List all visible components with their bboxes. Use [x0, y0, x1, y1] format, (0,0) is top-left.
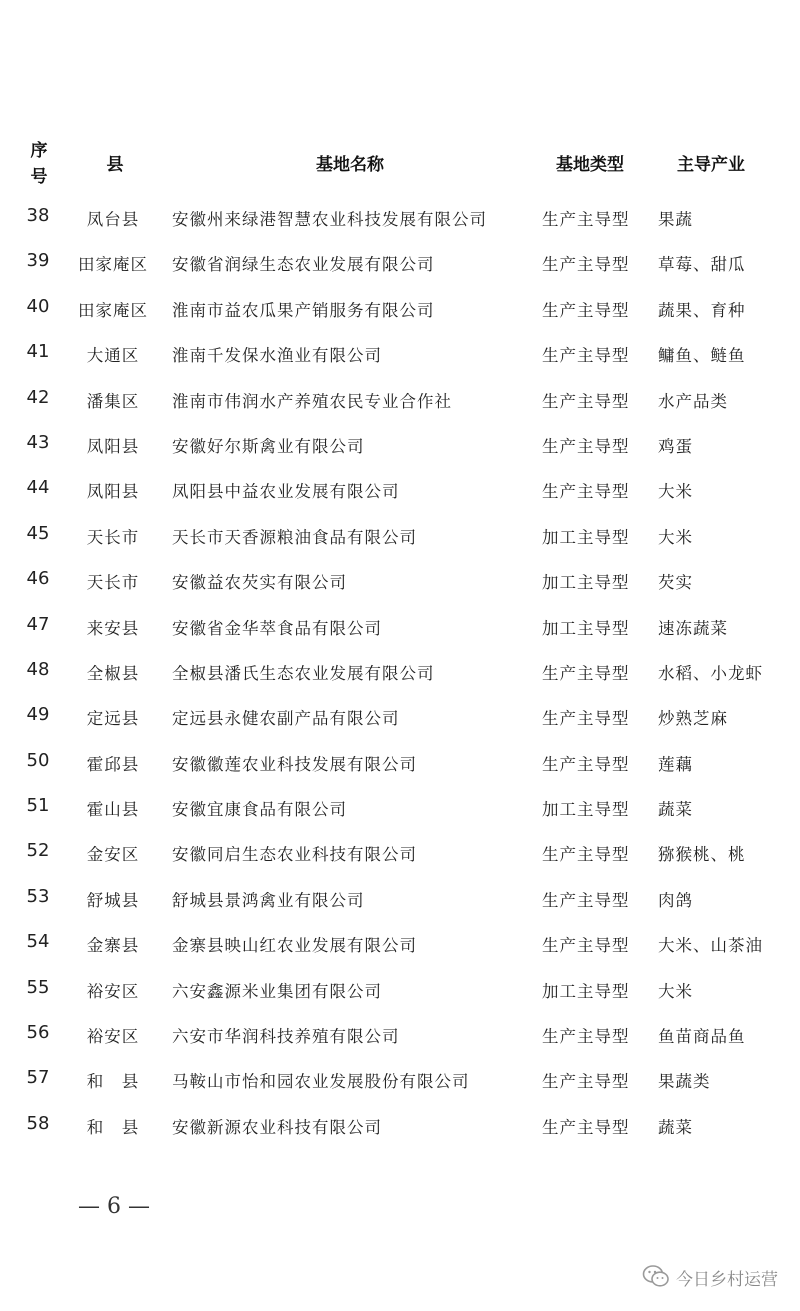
- row-industry: 肉鸽: [658, 890, 693, 910]
- row-county: 霍邱县: [86, 754, 140, 774]
- row-seq: 57: [26, 1067, 50, 1089]
- row-seq: 38: [26, 205, 50, 226]
- row-base-type: 生产主导型: [542, 482, 630, 502]
- header-seq-line2: 号: [30, 167, 48, 187]
- table-row: [0, 286, 800, 331]
- row-county: 大通区: [86, 346, 140, 366]
- table-row: [0, 740, 800, 785]
- row-county: 定远县: [86, 709, 140, 729]
- row-base-type: 生产主导型: [542, 346, 630, 366]
- table-row: [0, 921, 800, 966]
- header-seq-line1: 序: [30, 141, 48, 161]
- row-industry: 蔬菜: [658, 1117, 693, 1137]
- row-base-name: 淮南千发保水渔业有限公司: [172, 346, 382, 366]
- row-seq: 42: [26, 386, 50, 408]
- row-county: 凤阳县: [86, 436, 140, 456]
- row-county: 来安县: [86, 618, 140, 638]
- row-seq: 49: [26, 704, 50, 726]
- row-seq: 39: [26, 250, 50, 272]
- header-industry: 主导产业: [677, 155, 745, 175]
- row-industry: 蔬果、育种: [658, 300, 746, 320]
- row-base-type: 生产主导型: [542, 436, 630, 456]
- row-base-name: 淮南市益农瓜果产销服务有限公司: [172, 300, 435, 320]
- row-seq: 47: [26, 613, 50, 635]
- row-seq: 52: [26, 840, 50, 862]
- row-seq: 46: [26, 568, 50, 590]
- row-seq: 54: [26, 931, 50, 953]
- row-base-type: 生产主导型: [542, 1117, 630, 1137]
- header-base-name: 基地名称: [316, 155, 384, 175]
- row-county: 金安区: [86, 845, 140, 865]
- row-industry: 芡实: [658, 573, 693, 593]
- table-row: [0, 195, 800, 240]
- row-seq: 44: [26, 477, 50, 499]
- table-row: [0, 830, 800, 875]
- row-seq: 55: [26, 976, 50, 998]
- row-base-name: 安徽省金华萃食品有限公司: [172, 618, 382, 638]
- table-row: [0, 467, 800, 512]
- watermark: [642, 1262, 778, 1292]
- row-industry: 炒熟芝麻: [658, 709, 728, 729]
- row-industry: 鳙鱼、鲢鱼: [658, 346, 746, 366]
- row-industry: 大米、山茶油: [658, 936, 763, 956]
- row-base-type: 生产主导型: [542, 845, 630, 865]
- row-base-name: 定远县永健农副产品有限公司: [172, 709, 400, 729]
- row-industry: 果蔬: [658, 210, 693, 229]
- table-row: [0, 967, 800, 1012]
- row-county: 和 县: [86, 1117, 140, 1137]
- row-seq: 56: [26, 1022, 50, 1044]
- row-base-name: 安徽宜康食品有限公司: [172, 800, 347, 820]
- table-row: [0, 649, 800, 694]
- row-base-type: 加工主导型: [542, 618, 630, 638]
- row-base-name: 凤阳县中益农业发展有限公司: [172, 482, 400, 502]
- table-row: [0, 422, 800, 467]
- header-county: 县: [106, 155, 124, 175]
- row-base-name: 安徽益农芡实有限公司: [172, 573, 347, 593]
- row-base-type: 加工主导型: [542, 981, 630, 1001]
- row-industry: 速冻蔬菜: [658, 618, 728, 638]
- table-row: [0, 377, 800, 422]
- row-county: 天长市: [86, 527, 140, 547]
- row-base-name: 安徽同启生态农业科技有限公司: [172, 845, 417, 865]
- row-industry: 水产品类: [658, 391, 728, 411]
- row-base-name: 金寨县映山红农业发展有限公司: [172, 936, 417, 956]
- row-base-type: 加工主导型: [542, 527, 630, 547]
- table-row: [0, 694, 800, 739]
- row-industry: 莲藕: [658, 754, 693, 774]
- row-county: 舒城县: [86, 890, 140, 910]
- row-county: 潘集区: [86, 391, 140, 411]
- row-base-name: 安徽省润绿生态农业发展有限公司: [172, 255, 435, 275]
- table-row: [0, 513, 800, 558]
- row-base-type: 生产主导型: [542, 1072, 630, 1092]
- row-base-name: 安徽州来绿港智慧农业科技发展有限公司: [172, 210, 487, 229]
- row-base-type: 加工主导型: [542, 800, 630, 820]
- row-industry: 鸡蛋: [658, 436, 693, 456]
- row-base-name: 舒城县景鸿禽业有限公司: [172, 890, 365, 910]
- row-county: 全椒县: [86, 663, 140, 683]
- table-row: [0, 1012, 800, 1057]
- row-seq: 45: [26, 522, 50, 544]
- row-seq: 48: [26, 658, 50, 680]
- row-base-type: 生产主导型: [542, 1027, 630, 1047]
- table-row: [0, 240, 800, 285]
- row-base-name: 天长市天香源粮油食品有限公司: [172, 527, 417, 547]
- row-county: 和 县: [86, 1072, 140, 1092]
- row-base-name: 安徽徽莲农业科技发展有限公司: [172, 754, 417, 774]
- table-row: [0, 785, 800, 830]
- row-base-name: 安徽新源农业科技有限公司: [172, 1117, 382, 1137]
- row-base-type: 生产主导型: [542, 391, 630, 411]
- row-industry: 果蔬类: [658, 1072, 711, 1092]
- row-county: 田家庵区: [78, 300, 148, 320]
- row-county: 天长市: [86, 573, 140, 593]
- watermark-text: 今日乡村运营: [676, 1269, 778, 1290]
- row-industry: 大米: [658, 981, 693, 1001]
- row-industry: 大米: [658, 527, 693, 547]
- row-county: 霍山县: [86, 800, 140, 820]
- row-base-type: 加工主导型: [542, 573, 630, 593]
- row-seq: 43: [26, 431, 50, 453]
- table-row: [0, 1103, 800, 1148]
- row-industry: 大米: [658, 482, 693, 502]
- row-seq: 58: [26, 1112, 50, 1134]
- row-seq: 53: [26, 885, 50, 907]
- row-industry: 草莓、甜瓜: [658, 255, 746, 275]
- row-base-type: 生产主导型: [542, 255, 630, 275]
- row-base-type: 生产主导型: [542, 663, 630, 683]
- row-base-name: 全椒县潘氏生态农业发展有限公司: [172, 663, 435, 683]
- table-body: [0, 195, 800, 1148]
- row-seq: 50: [26, 749, 50, 771]
- row-base-type: 生产主导型: [542, 300, 630, 320]
- row-seq: 51: [26, 795, 50, 817]
- row-base-type: 生产主导型: [542, 754, 630, 774]
- row-base-name: 淮南市伟润水产养殖农民专业合作社: [172, 391, 452, 411]
- row-base-name: 马鞍山市怡和园农业发展股份有限公司: [172, 1072, 470, 1092]
- row-industry: 鱼苗商品鱼: [658, 1027, 746, 1047]
- table-row: [0, 331, 800, 376]
- row-industry: 蔬菜: [658, 800, 693, 820]
- table-row: [0, 876, 800, 921]
- row-base-type: 生产主导型: [542, 210, 630, 229]
- table-row: [0, 1057, 800, 1102]
- wechat-icon: [642, 1264, 670, 1290]
- row-county: 裕安区: [86, 1027, 140, 1047]
- row-base-name: 六安市华润科技养殖有限公司: [172, 1027, 400, 1047]
- row-base-name: 六安鑫源米业集团有限公司: [172, 981, 382, 1001]
- row-county: 凤阳县: [86, 482, 140, 502]
- row-base-type: 生产主导型: [542, 936, 630, 956]
- header-seq: [26, 138, 52, 190]
- row-county: 金寨县: [86, 936, 140, 956]
- row-base-type: 生产主导型: [542, 890, 630, 910]
- row-county: 田家庵区: [78, 255, 148, 275]
- table-row: [0, 558, 800, 603]
- row-seq: 40: [26, 295, 50, 317]
- header-base-type: 基地类型: [556, 155, 624, 175]
- row-county: 凤台县: [86, 210, 140, 229]
- row-county: 裕安区: [86, 981, 140, 1001]
- row-seq: 41: [26, 341, 50, 363]
- row-base-type: 生产主导型: [542, 709, 630, 729]
- table-row: [0, 604, 800, 649]
- page-number: — 6 —: [78, 1194, 150, 1219]
- row-industry: 水稻、小龙虾: [658, 663, 763, 683]
- row-base-name: 安徽好尔斯禽业有限公司: [172, 436, 365, 456]
- row-industry: 猕猴桃、桃: [658, 845, 746, 865]
